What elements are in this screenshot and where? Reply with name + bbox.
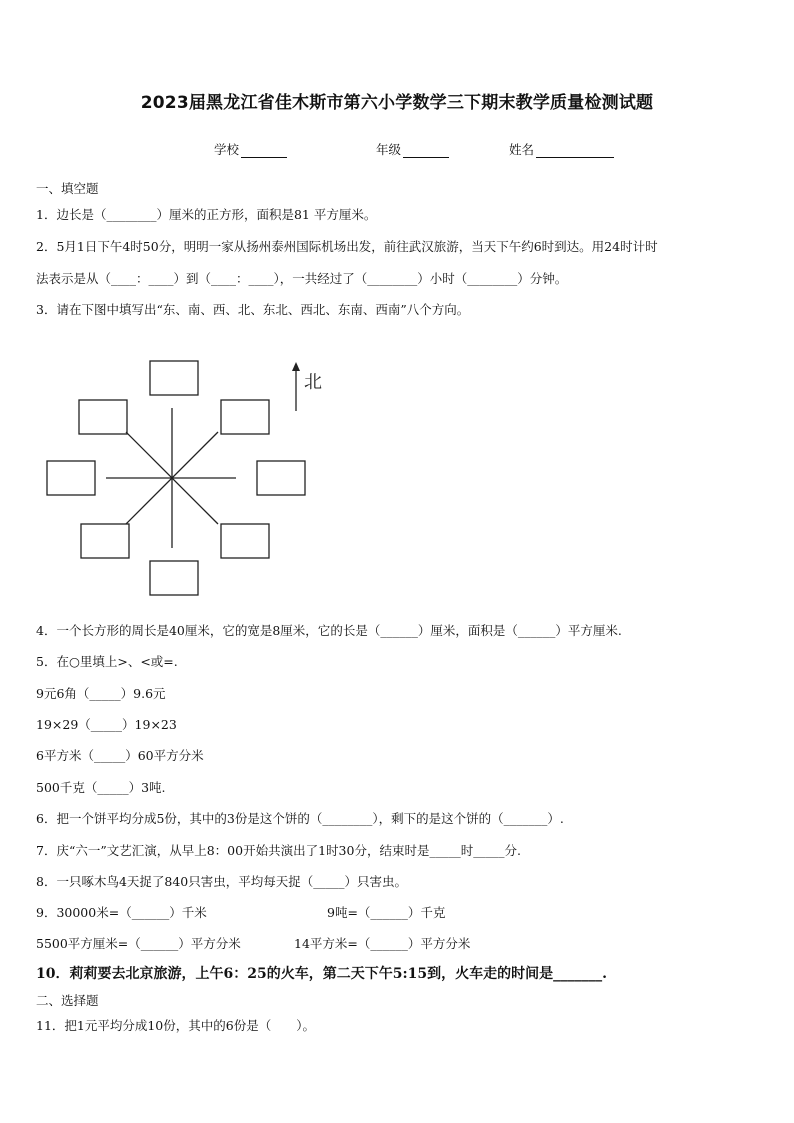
question-5-c: 6平方米（_____）60平方分米 bbox=[36, 748, 204, 763]
question-2-line-1: 2．5月1日下午4时50分，明明一家从扬州泰州国际机场出发，前往武汉旅游，当天下午约6时到达。用24时计时 bbox=[36, 239, 658, 254]
page-title: 2023届黑龙江省佳木斯市第六小学数学三下期末教学质量检测试题 bbox=[140, 93, 654, 113]
north-arrow-head bbox=[292, 362, 300, 371]
question-5-d: 500千克（_____）3吨. bbox=[36, 780, 166, 795]
question-2-line-2: 法表示是从（____：____）到（____：____），一共经过了（________）小时（________）分钟。 bbox=[36, 271, 568, 286]
question-6: 6．把一个饼平均分成5份，其中的3份是这个饼的（________），剩下的是这个饼的（_______）. bbox=[36, 811, 564, 826]
question-5-b: 19×29（_____）19×23 bbox=[36, 717, 177, 732]
answer-box-north bbox=[150, 361, 198, 395]
question-3: 3．请在下图中填写出“东、南、西、北、东北、西北、东南、西南”八个方向。 bbox=[36, 302, 470, 317]
question-9-a: 9．30000米=（______）千米 bbox=[36, 905, 207, 920]
question-5-a: 9元6角（_____）9.6元 bbox=[36, 686, 166, 701]
section-fill: 一、填空题 bbox=[36, 181, 99, 196]
answer-box-southeast bbox=[221, 524, 269, 558]
grade-label: 年级 bbox=[376, 142, 402, 157]
answer-box-south bbox=[150, 561, 198, 595]
answer-box-northwest bbox=[79, 400, 127, 434]
question-1: 1．边长是（________）厘米的正方形，面积是81 平方厘米。 bbox=[36, 207, 377, 222]
answer-box-west bbox=[47, 461, 95, 495]
question-9-c: 5500平方厘米=（______）平方分米 bbox=[36, 936, 241, 951]
name-label: 姓名 bbox=[509, 142, 535, 157]
question-9-b: 9吨=（______）千克 bbox=[327, 905, 446, 920]
answer-box-northeast bbox=[221, 400, 269, 434]
question-4: 4．一个长方形的周长是40厘米，它的宽是8厘米，它的长是（______）厘米，面积是（______）平方厘米. bbox=[36, 623, 622, 638]
question-9-d: 14平方米=（______）平方分米 bbox=[294, 936, 471, 951]
question-7: 7．庆“六一”文艺汇演，从早上8：00开始共演出了1时30分，结束时是_____时_____分. bbox=[36, 843, 521, 858]
answer-box-east bbox=[257, 461, 305, 495]
section-choice: 二、选择题 bbox=[36, 993, 99, 1008]
question-8: 8．一只啄木鸟4天捉了840只害虫，平均每天捉（_____）只害虫。 bbox=[36, 874, 408, 889]
question-10: 10．莉莉要去北京旅游，上午6：25的火车，第二天下午5:15到，火车走的时间是_______. bbox=[36, 966, 607, 982]
school-label: 学校 bbox=[214, 142, 240, 157]
question-11: 11．把1元平均分成10份，其中的6份是（ ）。 bbox=[36, 1018, 315, 1033]
question-5: 5．在○里填上>、<或=. bbox=[36, 654, 178, 669]
north-label: 北 bbox=[304, 372, 322, 393]
answer-box-southwest bbox=[81, 524, 129, 558]
